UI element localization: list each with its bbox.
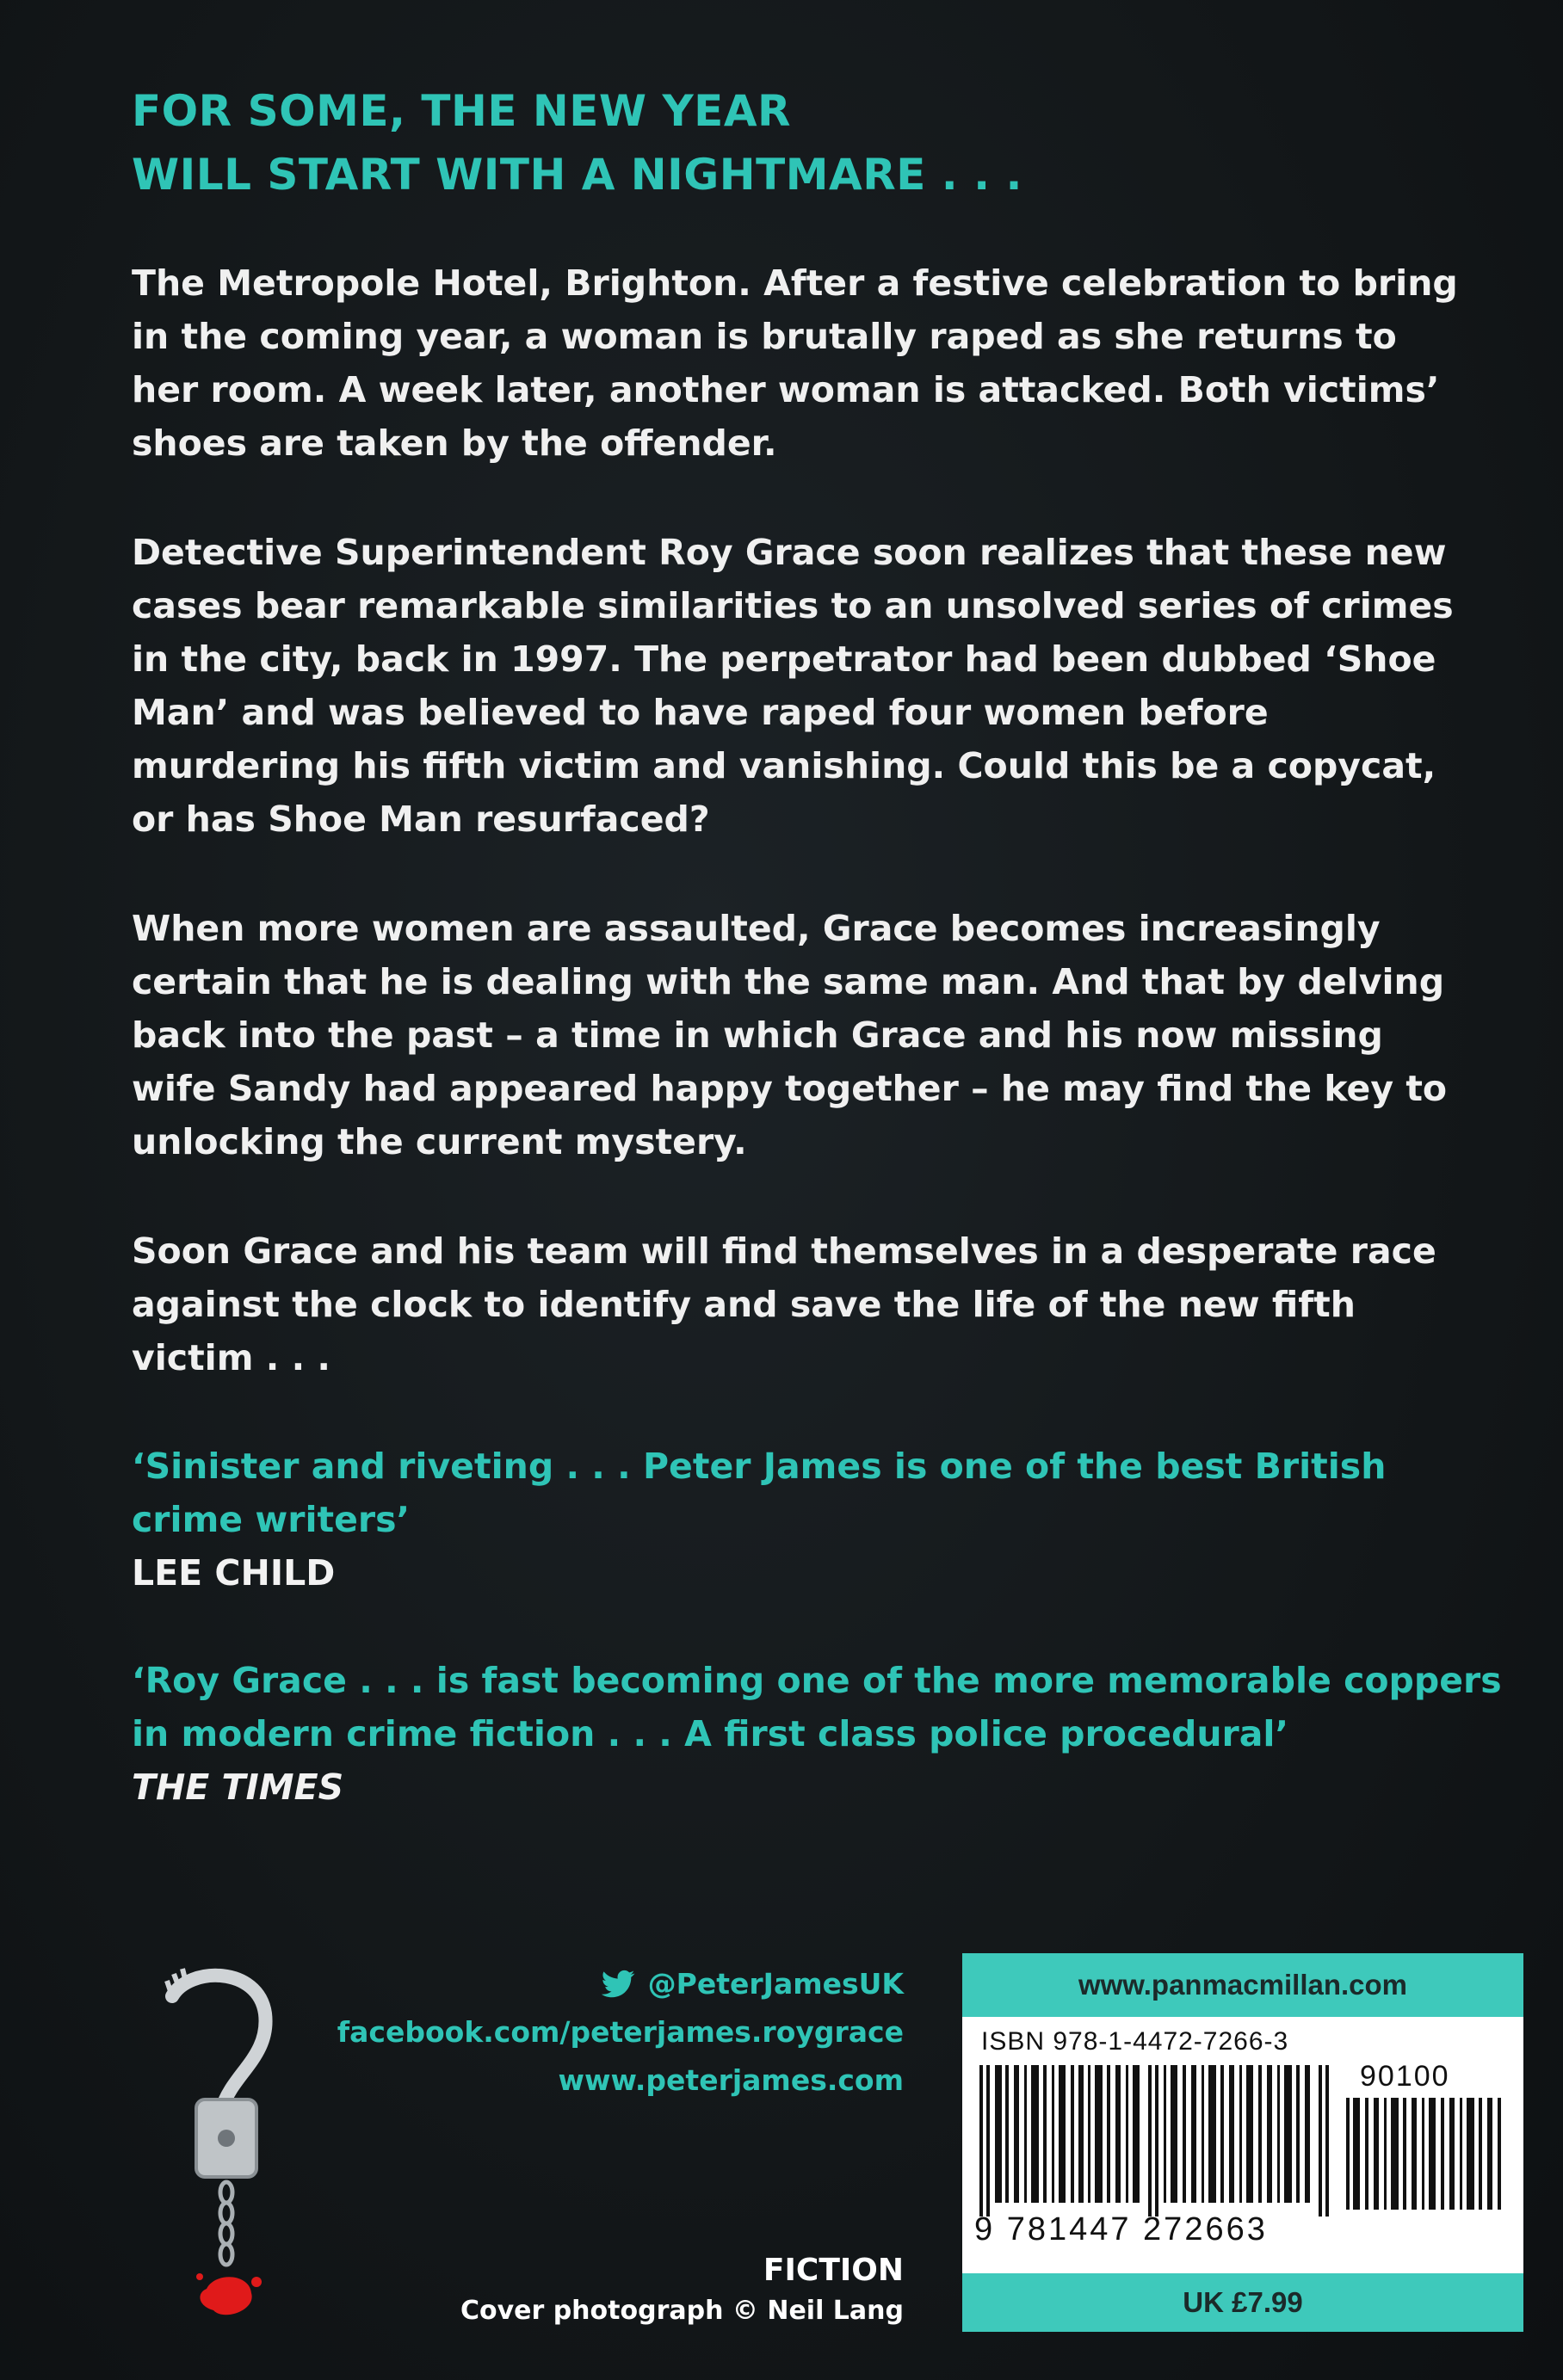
genre-label: FICTION bbox=[763, 2253, 904, 2288]
headline-line-2: WILL START WITH A NIGHTMARE . . . bbox=[132, 150, 1023, 200]
review-quote bbox=[132, 1654, 1509, 1814]
website-link[interactable] bbox=[327, 2056, 904, 2105]
twitter-handle[interactable]: @PeterJamesUK bbox=[647, 1967, 904, 2001]
barcode-digits: 9 781447 272663 bbox=[974, 2211, 1268, 2247]
publisher-url: www.panmacmillan.com bbox=[962, 1953, 1523, 2017]
blurb-paragraph: The Metropole Hotel, Brighton. After a festive celebration to bring in the coming year, a woman is brutally raped as she returns to her room. A week later, another woman is attacked. Both victims’ shoes are taken by the offender. bbox=[132, 262, 1458, 464]
twitter-bird-icon bbox=[598, 1964, 638, 2004]
headline bbox=[132, 79, 1423, 207]
barcode-block bbox=[962, 1953, 1523, 2332]
price-addon-code: 90100 bbox=[1360, 2060, 1450, 2093]
review-quote bbox=[132, 1440, 1509, 1600]
isbn-label: ISBN 978-1-4472-7266-3 bbox=[981, 2027, 1289, 2056]
addon-barcode bbox=[1346, 2098, 1510, 2210]
facebook-url[interactable]: facebook.com/peterjames.roygrace bbox=[337, 2015, 904, 2049]
handcuff-question-mark-icon bbox=[155, 1962, 284, 2323]
blurb-paragraph: Soon Grace and his team will find themselves in a desperate race against the clock to identify and save the life of the new fifth victim . . . bbox=[132, 1230, 1436, 1378]
twitter-link[interactable] bbox=[327, 1960, 904, 2008]
facebook-link[interactable] bbox=[327, 2008, 904, 2056]
quote-source: LEE CHILD bbox=[132, 1552, 336, 1594]
quote-text: ‘Sinister and riveting . . . Peter James is one of the best British crime writers’ bbox=[132, 1446, 1387, 1540]
blurb-paragraph: Detective Superintendent Roy Grace soon realizes that these new cases bear remarkable similarities to an unsolved series of crimes in the city, back in 1997. The perpetrator had been dubbed ‘Shoe Man’ and was believed to have raped four women before murdering his fifth victim and vanishing. Could this be a copycat, or has Shoe Man resurfaced? bbox=[132, 532, 1454, 840]
quote-source: THE TIMES bbox=[132, 1767, 344, 1808]
quote-text: ‘Roy Grace . . . is fast becoming one of the more memorable coppers in modern crime fiction . . . A first class police procedural’ bbox=[132, 1660, 1502, 1754]
ean-barcode bbox=[979, 2065, 1332, 2217]
website-url[interactable]: www.peterjames.com bbox=[558, 2063, 904, 2097]
headline-line-1: FOR SOME, THE NEW YEAR bbox=[132, 86, 792, 136]
photo-credit: Cover photograph © Neil Lang bbox=[460, 2296, 904, 2326]
price-label: UK £7.99 bbox=[962, 2273, 1523, 2332]
social-links bbox=[327, 1960, 904, 2105]
blurb-paragraph: When more women are assaulted, Grace becomes increasingly certain that he is dealing with the same man. And that by delving back into the past – a time in which Grace and his now missing wife Sandy had appeared happy together – he may find the key to unlocking the current mystery. bbox=[132, 908, 1448, 1162]
